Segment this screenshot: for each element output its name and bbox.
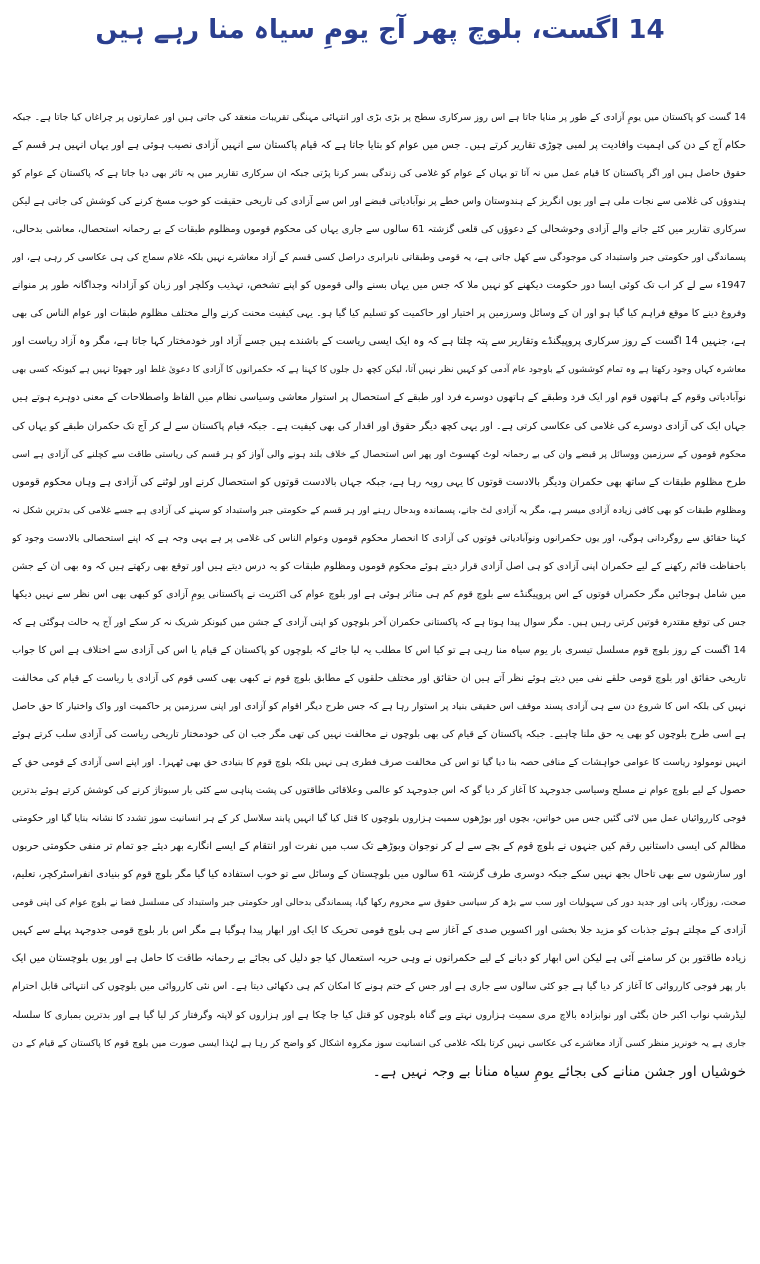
article-line: جاری ہے یہ خونریز منظر کسی آزاد معاشرے کی عکاسی نہیں کرتا بلکہ غلامی کی انسانیت سوز مکروہ اشکال کو واضح کر رہا ہے لہٰذا ایسی صورت میں بلوچ قوم کا پاکستان کے قیام کے دن: [12, 1037, 746, 1049]
article-line: طرح مظلوم طبقات کے ساتھ بھی حکمران ودیگر بالادست قوتوں کا یہی رویہ رہا ہے، جبکہ جہاں بالادست قوتوں کو استحصال کرنے اور لوٹنے کی آزادی ہے وہاں محکوم قوموں: [12, 476, 746, 488]
article-line: صحت، روزگار، پانی اور جدید دور کی سہولیات اور سب سے بڑھ کر سیاسی حقوق سے محروم رکھا گیا، پسماندگی بدحالی اور حکومتی جبر واستبداد کی مسلسل فضا نے بلوچ عوام کی اپنی قومی: [12, 898, 746, 909]
article-line: حصول کے لیے بلوچ عوام نے مسلح وسیاسی جدوجہد کا آغاز کر دیا گو کہ اس جدوجہد کو عالمی وعلاقائی طاقتوں کی پشت پناہی سے کئی بار سبوتاژ کرنے کی کوشش کرتے ہوئے بدترین: [12, 785, 746, 797]
article-line: نوآبادیاتی وقوم کے ہاتھوں قوم اور ایک فرد وطبقے کے ہاتھوں دوسرے فرد اور طبقے کے استحصال پر استوار معاشی وسیاسی نظام میں الفاظ واصطلاحات کے معنی دوہرے ہوتے ہیں: [12, 392, 746, 404]
article-line: آزادی کے مچلتے ہوئے جذبات کو مزید جلا بخشی اور اکسویں صدی کے آغاز سے ہی بلوچ قومی تحریک کا ایک اور ابھار پیدا ہوگیا ہے مگر اس بار بلوچ قومی جدوجہد پہلے سے کہیں: [12, 925, 746, 937]
article-line: ومظلوم طبقات کو بھی کافی زیادہ آزادی میسر ہے، مگر یہ آزادی لٹ جانے، پسماندہ وبدحال رہنے اور ہر قسم کے حکومتی جبر واستبداد کو سہنے کی آزادی ہے جسے غلامی کی بدترین شکل نہ: [12, 504, 746, 516]
article-line: حقوق حاصل ہیں اور اگر پاکستان کا قیام عمل میں نہ آتا تو یہاں کے عوام کو غلامی کی زندگی بسر کرنا پڑتی جبکہ ان سرکاری تقاریر میں یہ تاثر بھی دیا جاتا ہے کہ پاکستان کے عوام کو: [12, 168, 746, 180]
article-line: محکوم قوموں کے سرزمین ووسائل پر قبضے وان کی بے رحمانہ لوٹ کھسوٹ اور پھر اس استحصال کے خلاف بلند ہونے والی آواز کو ہر قسم کی ریاستی طاقت سے کچلنے کی آزادی ہے اسی: [12, 448, 746, 460]
article-line: نہیں کی بلکہ اس کا شروع دن سے ہی آزادی پسند موقف اس حقیقی بنیاد پر استوار رہا ہے کہ جس طرح دیگر اقوام کو آزادی اور اپنی سرزمین پر حاکمیت اور واک واختیار کا حق حاصل: [12, 700, 746, 712]
article-line: جس کی توقع مقتدرہ قوتیں کرتی رہیں ہیں۔ مگر سوال پیدا ہوتا ہے کہ پاکستانی حکمران آخر بلوچوں کو اپنی آزادی کے جشن میں کیونکر شریک نہ کر سکے اور آج یہ حالت ہوگئی ہے کہ: [12, 616, 746, 628]
article-line-last: خوشیاں اور جشن منانے کی بجائے یومِ سیاہ منانا بے وجہ نہیں ہے۔: [372, 1063, 746, 1080]
article-line: فوجی کارروائیاں عمل میں لائی گئیں جس میں خواتین، بچوں اور بوڑھوں سمیت ہزاروں بلوچوں کا قتل کیا گیا انہیں پابند سلاسل کر کے ہر انسانیت سوز تشدد کا نشانہ بنایا گیا اور حکومتی: [12, 813, 746, 825]
article-title: 14 اگست، بلوچ پھر آج یومِ سیاہ منا رہے ہیں: [95, 15, 665, 45]
article-line: سرکاری تقاریر میں کئے جانے والے آزادی وخوشحالی کے دعوؤں کی قلعی گزشتہ 61 سالوں سے جاری یہاں کی محکوم قوموں ومظلوم طبقات کے بے رحمانہ استحصال، معاشی بدحالی،: [12, 224, 746, 236]
article-line: انہیں نومولود ریاست کا عوامی خواہشات کے منافی حصہ بنا دیا گیا تو اس کی مخالفت صرف فطری ہی نہیں بلکہ بلوچ قوم کا بنیادی حق بھی ٹھہرا۔ اور اپنے اسی آزادی کے قومی حق کے: [12, 757, 746, 769]
article-line: ہندوؤں کی غلامی سے نجات ملی ہے اور یوں انگریز کے ہندوستان واس خطے پر نوآبادیاتی قبضے اور اس سے آزادی کی تاریخی حقیقت کو خوب مسخ کرنے کی کوشش کی جاتی ہے لیکن: [12, 196, 746, 208]
article-line: جہاں ایک کی آزادی دوسرے کی غلامی کی عکاسی کرتی ہے۔ اور یہی کچھ دیگر حقوق اور اقدار کی بھی کیفیت ہے۔ جبکہ قیام پاکستان سے لے کر آج تک حکمران طبقے کو یہاں کی: [12, 420, 746, 432]
article-line: تاریخی حقائق اور بلوچ قومی حلقے نفی میں دیتے ہوئے نظر آتے ہیں ان حقائق اور مختلف حلقوں کے مطابق بلوچ قوم نے کبھی بھی کسی قوم کی آزادی یا ریاست کے قیام کی مخالفت: [12, 672, 746, 684]
article-line: اور سازشوں سے بھی تاحال بجھ نہیں سکے جبکہ دوسری طرف گزشتہ 61 سالوں میں بلوچستان کے وسائل سے تو خوب استفادہ کیا گیا مگر بلوچ قوم کو بنیادی انفراسٹرکچر، تعلیم،: [12, 869, 746, 881]
article-body: [12, 104, 746, 1086]
article-line: پسماندگی اور حکومتی جبر واستبداد کی موجودگی سے کھل جاتی ہے، یہ قومی وطبقاتی نابرابری دراصل کسی قسم کے آزاد معاشرے نہیں بلکہ غلام سماج کی ہی عکاسی کر رہی ہے، اور: [12, 252, 746, 264]
article-line: ہے اسی طرح بلوچوں کو بھی یہ حق ملنا چاہیے۔ جبکہ پاکستان کے قیام کی بھی بلوچوں نے مخالفت نہیں کی تھی مگر جب ان کی خودمختار تاریخی ریاست کی آزادی سلب کرتے ہوئے: [12, 729, 746, 741]
article-line: مظالم کی ایسی داستانیں رقم کیں جنہوں نے بلوچ قوم کے بچے سے لے کر نوجوان وبوڑھے تک سب میں نفرت اور انتقام کے ایسے انگارے بھر دیئے جو تمام تر منفی حکومتی حربوں: [12, 841, 746, 853]
article-line: زیادہ طاقتور بن کر سامنے آئی ہے لیکن اس ابھار کو دبانے کے لیے حکمرانوں نے وہی حربہ استعمال کیا جو دلیل کی بجائے بے رحمانہ طاقت کا حامل ہے اور یوں بلوچستان میں ایک: [12, 953, 746, 965]
article-line: معاشرہ کہاں وجود رکھتا ہے وہ تمام کوششوں کے باوجود عام آدمی کو کہیں نظر نہیں آتا، لیکن کچھ دل جلوں کا کہنا ہے کہ حکمرانوں کا آزادی کا دعویٰ غلط اور جھوٹا نہیں ہے کیونکہ کسی بھی: [12, 365, 746, 376]
article-line: وفروغ دینے کا موقع فراہم کیا گیا ہو اور ان کے وسائل وسرزمین پر اختیار اور حاکمیت کو تسلیم کیا گیا ہو۔ یہی کیفیت محنت کرنے والے مختلف مظلوم طبقات اور عوام الناس کی بھی: [12, 308, 746, 320]
article-line: 14 گست کو پاکستان میں یومِ آزادی کے طور پر منایا جاتا ہے اس روز سرکاری سطح پر بڑی بڑی اور انتہائی مہنگی تقریبات منعقد کی جاتی ہیں اور عمارتوں پر چراغاں کیا جاتا ہے۔ جبکہ: [12, 112, 746, 123]
article-line: لیڈرشپ نواب اکبر خان بگٹی اور نوابزادہ بالاچ مری سمیت ہزاروں نہتے وبے گناہ بلوچوں کو قتل کیا جا چکا ہے اور ہزاروں کو لاپتہ وگرفتار کر لیا گیا ہے اور بدترین بمباری کا سلسلہ: [12, 1009, 746, 1021]
article-line: کہنا حقائق سے روگردانی ہوگی، اور یوں حکمرانوں ونوآبادیاتی قوتوں کی آزادی کا انحصار محکوم قوموں وعوام الناس کی غلامی پر ہے یہی وجہ ہے کہ اپنے استحصالی بالادست وجود کو: [12, 532, 746, 544]
article-line: باحفاظت قائم رکھنے کے لیے حکمران اپنی آزادی کو ہی اصل آزادی قرار دیتے ہوئے محکوم قوموں ومظلوم طبقات کو یہ درس دیتے ہیں اور توقع بھی رکھتے ہیں کہ وہ بھی ان کے جشن: [12, 560, 746, 572]
article-line: ہے، جنہیں 14 اگست کے روز سرکاری پروپیگنڈے وتقاریر سے پتہ چلتا ہے کہ وہ ایک ایسی ریاست کے باشندے ہیں جسے آزاد اور خودمختار کہا جاتا ہے، مگر وہ آزاد ریاست اور: [12, 336, 746, 348]
article-line: میں شامل ہوجائیں مگر حکمراں قوتوں کے اس پروپیگنڈے سے بلوچ قوم کم ہی متاثر ہوئی ہے اور بلوچ عوام کی اکثریت نے پاکستانی یومِ آزادی کو کبھی بھی اس نظر سے نہیں دیکھا: [12, 588, 746, 600]
article-line: 1947ء سے لے کر اب تک کوئی ایسا دور حکومت دیکھنے کو نہیں ملا کہ جس میں یہاں بسنے والی قوموں کو اپنے تشخص، تہذیب وکلچر اور زبان کو آزادانہ وجداگانہ طور پر منوانے: [12, 280, 746, 292]
article-line: حکام آج کے دن کی اہمیت وافادیت پر لمبی چوڑی تقاریر کرتے ہیں۔ جس میں عوام کو بتایا جاتا ہے کہ قیام پاکستان سے انہیں آزادی نصیب ہوئی ہے اور یہاں انہیں ہر قسم کے: [12, 140, 746, 152]
article-line: 14 اگست کے روز بلوچ قوم مسلسل تیسری بار یوم سیاہ منا رہی ہے تو کیا اس کا مطلب یہ لیا جائے کہ بلوچوں کو پاکستان کے قیام یا اس کی آزادی سے اختلاف ہے اس کا جواب: [12, 644, 746, 656]
article-line: بار پھر فوجی کارروائی کا آغاز کر دیا گیا ہے جو کئی سالوں سے جاری ہے اور جس کے ختم ہونے کا امکان کم ہی دکھائی دیتا ہے۔ اس نئی کارروائی میں بلوچوں کی انتہائی قابل احترام: [12, 981, 746, 993]
